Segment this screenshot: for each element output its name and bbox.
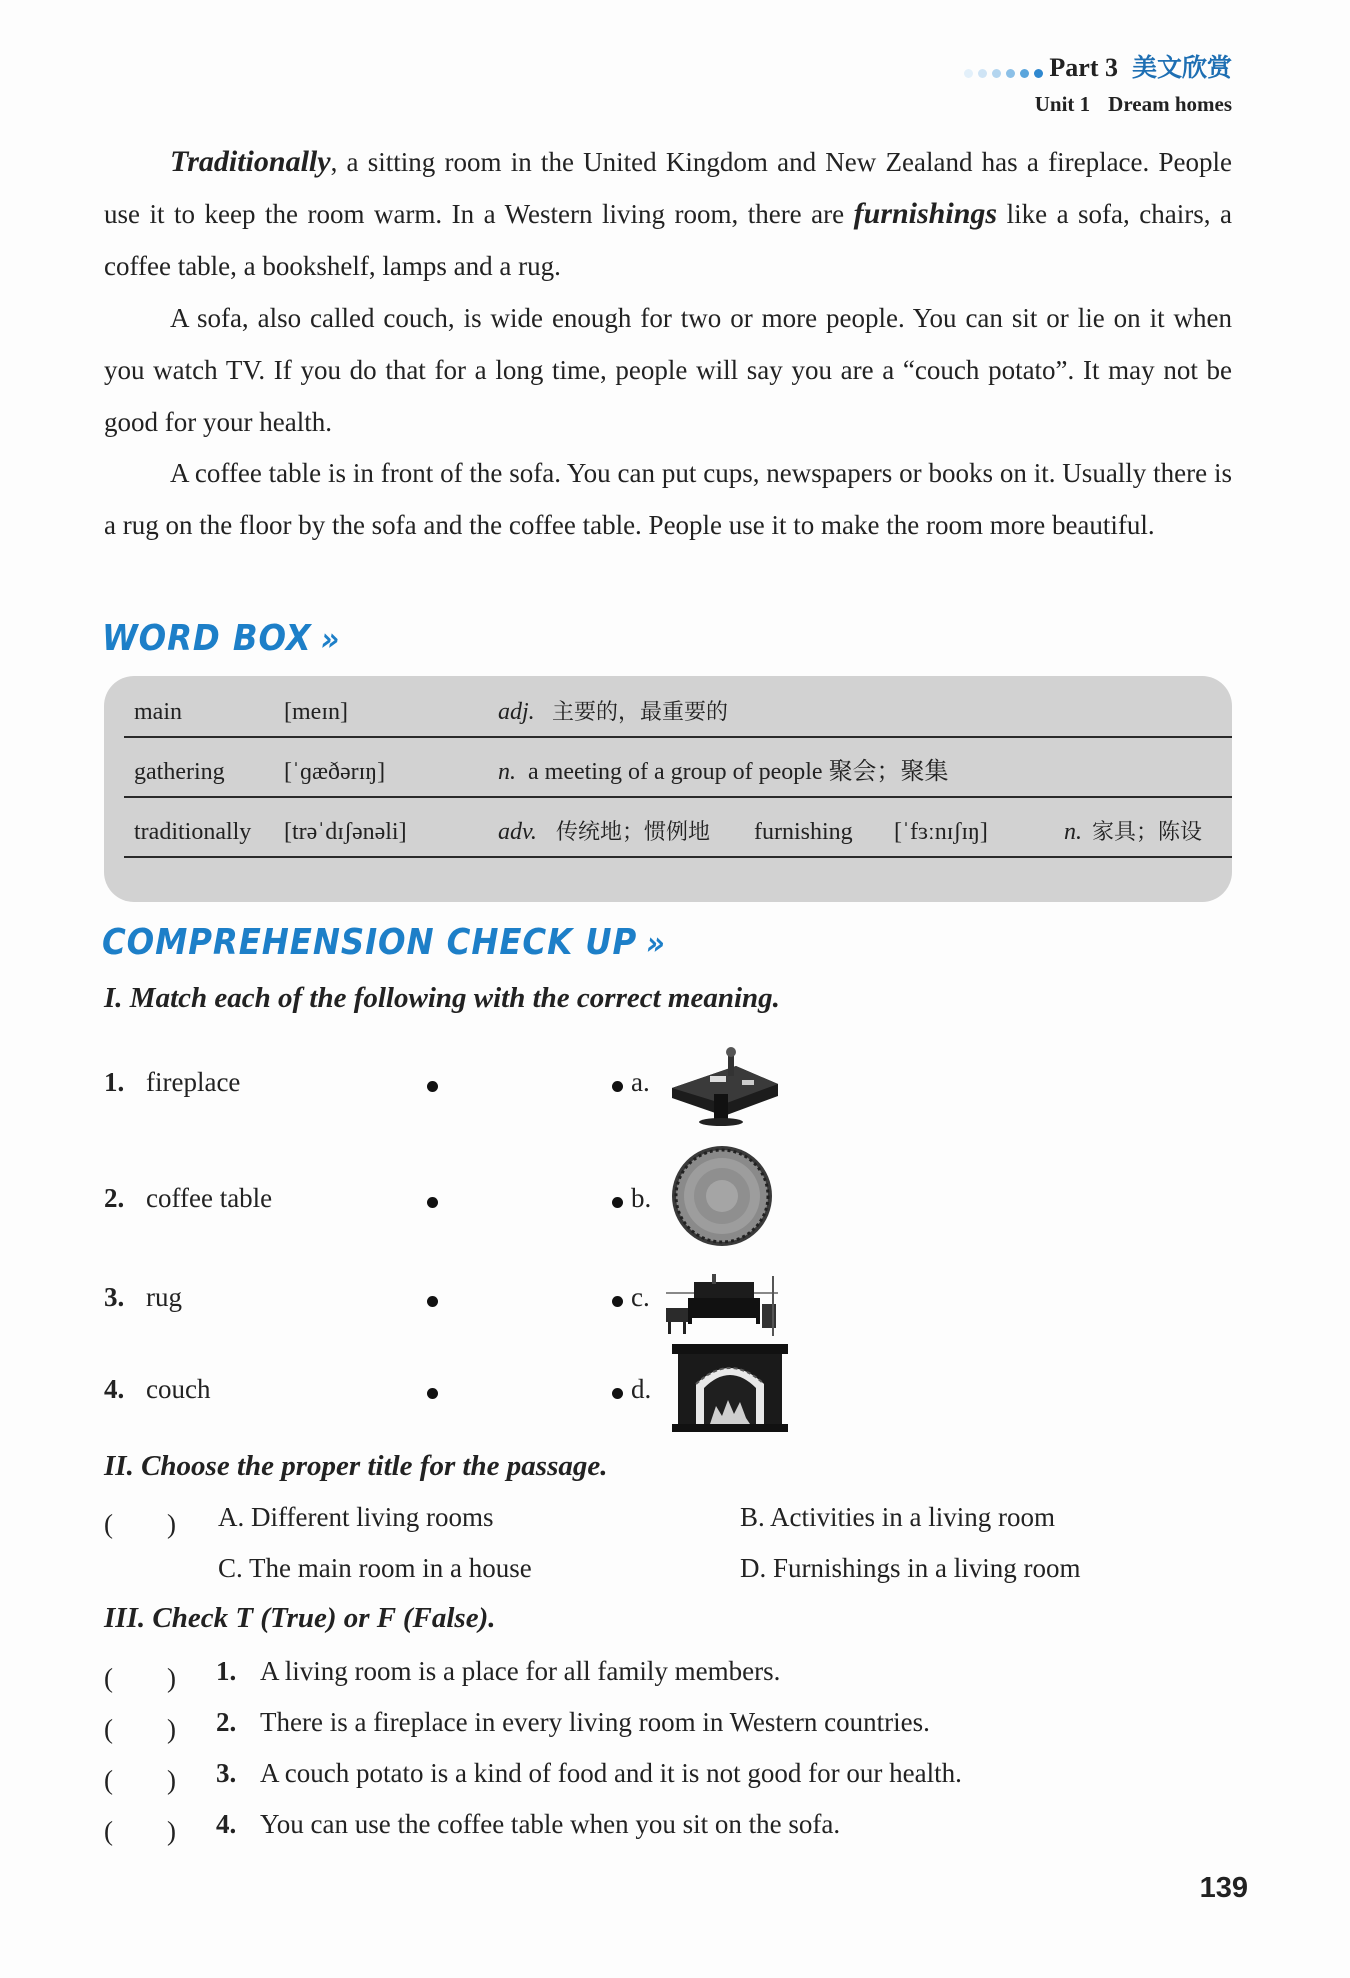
keyword-traditionally: Traditionally — [170, 145, 331, 178]
comprehension-title: COMPREHENSION CHECK UP » — [102, 922, 666, 963]
answer-blank[interactable]: ( ) — [104, 1663, 176, 1693]
keyword-furnishings: furnishings — [853, 197, 998, 230]
unit-title: Dream homes — [1108, 92, 1232, 117]
options-row-2 — [104, 1553, 1244, 1593]
page-header — [959, 52, 1232, 117]
page-number: 139 — [1199, 1872, 1248, 1904]
part1-instruction: I. Match each of the following with the correct meaning. — [104, 982, 780, 1014]
word-box — [104, 676, 1232, 902]
double-chevron-icon: » — [646, 924, 666, 962]
answer-blank[interactable]: ( ) — [104, 1816, 176, 1846]
word-row: gathering [ˈɡæðərɪŋ] n. a meeting of a group of people 聚会；聚集 — [124, 736, 1232, 798]
sofa-set-image — [664, 1272, 780, 1338]
decorative-dots — [959, 54, 1043, 86]
match-dot[interactable] — [427, 1296, 438, 1307]
match-dot[interactable] — [612, 1296, 623, 1307]
match-dot[interactable] — [612, 1197, 623, 1208]
double-chevron-icon: » — [320, 620, 341, 658]
word-row: main [meɪn] adj. 主要的，最重要的 — [124, 676, 1232, 738]
option-d[interactable]: D. Furnishings in a living room — [740, 1553, 1081, 1583]
match-item: 2. coffee table b. — [104, 1183, 652, 1213]
passage-paragraph-1: Traditionally, a sitting room in the United Kingdom and New Zealand has a fireplace. People use it to keep the room warm. In a Western living room, there are furnishings like a sofa, chairs, a coffee table, a bookshelf, lamps and a rug. — [104, 145, 1232, 281]
option-b[interactable]: B. Activities in a living room — [740, 1502, 1055, 1532]
tf-item: ( ) 2. There is a fireplace in every living room in Western countries. — [104, 1707, 930, 1744]
match-item: 4. couch d. — [104, 1374, 652, 1404]
tf-item: ( ) 1. A living room is a place for all family members. — [104, 1656, 781, 1693]
unit-label: Unit 1 — [1034, 92, 1091, 117]
answer-blank[interactable]: ( ) — [104, 1765, 176, 1795]
answer-blank[interactable]: ( ) — [104, 1509, 176, 1539]
match-dot[interactable] — [427, 1081, 438, 1092]
match-dot[interactable] — [612, 1388, 623, 1399]
answer-blank[interactable]: ( ) — [104, 1714, 176, 1744]
part3-instruction: III. Check T (True) or F (False). — [104, 1602, 496, 1634]
coffee-table-image — [666, 1044, 784, 1126]
options-row-1 — [104, 1502, 1244, 1542]
part-title-cn: 美文欣赏 — [1131, 53, 1232, 82]
match-dot[interactable] — [612, 1081, 623, 1092]
word-row: traditionally [trəˈdɪʃənəli] adv. 传统地；惯例地 furnishing [ˈfɜːnɪʃɪŋ] n. 家具；陈设 — [124, 796, 1232, 858]
passage-paragraph-2: A sofa, also called couch, is wide enough for two or more people. You can sit or lie on it when you watch TV. If you do that for a long time, people will say you are a “couch potato”. It may not be good for your health. — [104, 303, 1232, 437]
fireplace-image — [672, 1344, 788, 1432]
tf-item: ( ) 3. A couch potato is a kind of food and it is not good for our health. — [104, 1758, 962, 1795]
tf-item: ( ) 4. You can use the coffee table when you sit on the sofa. — [104, 1809, 841, 1846]
round-rug-image — [670, 1144, 774, 1248]
part2-instruction: II. Choose the proper title for the passage. — [104, 1450, 608, 1482]
match-dot[interactable] — [427, 1388, 438, 1399]
option-a[interactable]: A. Different living rooms — [218, 1502, 494, 1532]
match-dot[interactable] — [427, 1197, 438, 1208]
part-label: Part 3 — [1049, 53, 1118, 82]
word-box-title: WORD BOX » — [102, 618, 341, 659]
passage-paragraph-3: A coffee table is in front of the sofa. You can put cups, newspapers or books on it. Usually there is a rug on the floor by the sofa and the coffee table. People use it to make the room more beautiful. — [104, 458, 1232, 540]
match-item: 1. fireplace a. — [104, 1067, 650, 1097]
match-item: 3. rug c. — [104, 1282, 650, 1312]
option-c[interactable]: C. The main room in a house — [218, 1553, 532, 1583]
